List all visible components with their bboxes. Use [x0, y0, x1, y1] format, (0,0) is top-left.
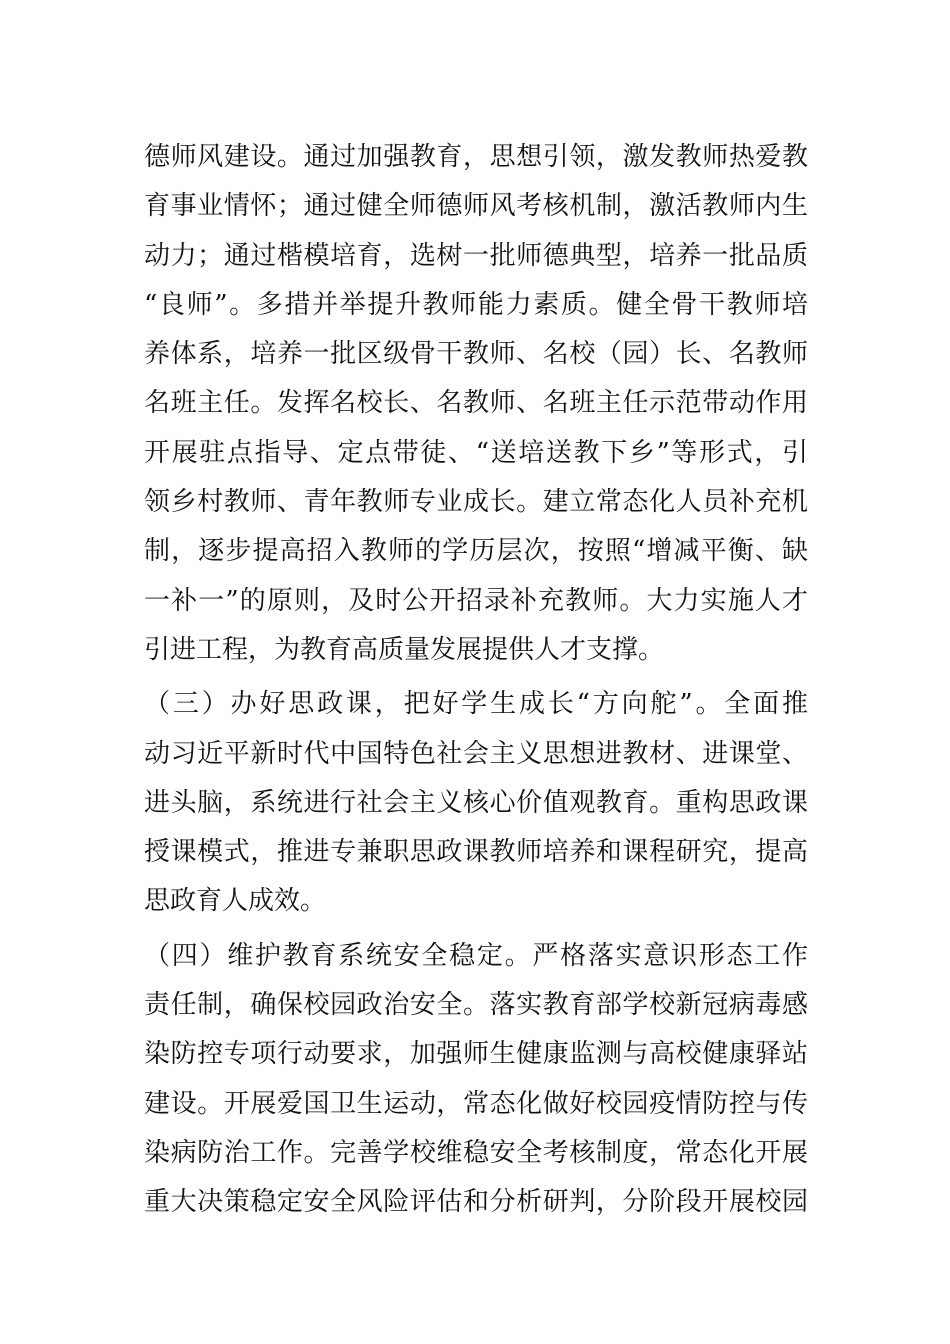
text-line: 引进工程，为教育高质量发展提供人才支撑。	[144, 634, 665, 665]
text-line: 授课模式，推进专兼职思政课教师培养和课程研究，提高	[144, 837, 808, 868]
text-line: 思政育人成效。	[144, 886, 327, 917]
text-line: 养体系，培养一批区级骨干教师、名校（园）长、名教师	[144, 339, 808, 370]
paragraph-safety-stability	[144, 932, 808, 1228]
text-line: 开展驻点指导、定点带徒、“送培送教下乡”等形式，引	[144, 437, 808, 468]
text-line: 重大决策稳定安全风险评估和分析研判，分阶段开展校园	[144, 1187, 808, 1218]
text-line: 建设。开展爱国卫生运动，常态化做好校园疫情防控与传	[144, 1088, 808, 1119]
text-line: 制，逐步提高招入教师的学历层次，按照“增减平衡、缺	[144, 536, 808, 567]
text-line: 染防控专项行动要求，加强师生健康监测与高校健康驿站	[144, 1039, 808, 1070]
text-line: 名班主任。发挥名校长、名教师、名班主任示范带动作用	[144, 388, 808, 419]
document-body	[144, 133, 808, 1228]
paragraph-ideology-course	[144, 680, 808, 926]
text-line: 育事业情怀；通过健全师德师风考核机制，激活教师内生	[144, 191, 808, 222]
text-line: 责任制，确保校园政治安全。落实教育部学校新冠病毒感	[144, 990, 808, 1021]
text-line: 染病防治工作。完善学校维稳安全考核制度，常态化开展	[144, 1137, 808, 1168]
text-line: 一补一”的原则，及时公开招录补充教师。大力实施人才	[144, 585, 808, 616]
text-line: 进头脑，系统进行社会主义核心价值观教育。重构思政课	[144, 787, 808, 818]
text-line: （三）办好思政课，把好学生成长“方向舵”。全面推	[144, 689, 808, 720]
text-line: （四）维护教育系统安全稳定。严格落实意识形态工作	[144, 940, 808, 971]
text-line: 领乡村教师、青年教师专业成长。建立常态化人员补充机	[144, 487, 808, 518]
text-line: 德师风建设。通过加强教育，思想引领，激发教师热爱教	[144, 142, 808, 172]
text-line: 动习近平新时代中国特色社会主义思想进教材、进课堂、	[144, 738, 808, 769]
paragraph-teacher-development	[144, 133, 808, 675]
text-line: “良师”。多措并举提升教师能力素质。健全骨干教师培	[144, 289, 808, 320]
text-line: 动力；通过楷模培育，选树一批师德典型，培养一批品质	[144, 240, 808, 271]
